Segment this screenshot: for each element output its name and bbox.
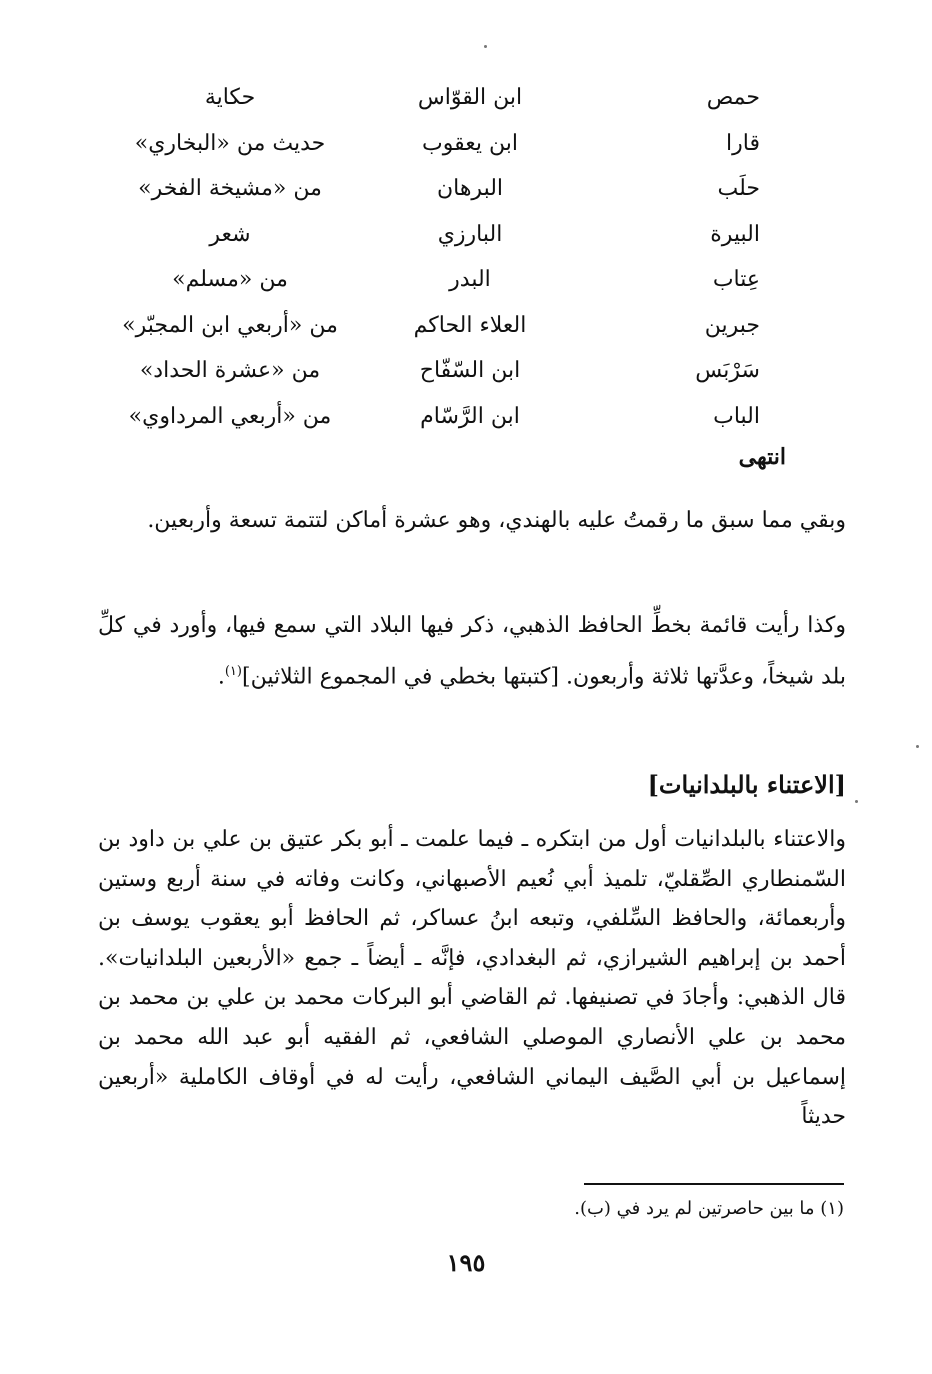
source-cell: حكاية [204, 85, 256, 110]
scan-speck [855, 800, 858, 803]
footnote-divider [584, 1183, 844, 1185]
person-cell: البارزي [437, 221, 503, 247]
person-cell: ابن القوّاس [417, 85, 523, 110]
place-cell: سَرْبَس [695, 358, 760, 383]
footnote: (١) ما بين حاصرتين لم يرد في (ب). [574, 1198, 844, 1219]
place-cell: البيرة [710, 221, 760, 247]
places-table [100, 78, 760, 442]
person-cell: ابن الرَّسّام [420, 403, 520, 429]
place-cell: حلَب [717, 176, 760, 201]
person-cell: البدر [449, 267, 491, 292]
page-number: ١٩٥ [446, 1248, 486, 1277]
paragraph-end: . [217, 664, 225, 690]
source-cell: حديث من «البخاري» [134, 130, 326, 156]
place-cell: جبرين [704, 312, 760, 338]
source-cell: من «مسلم» [172, 267, 288, 292]
table-row [100, 397, 760, 443]
paragraph-baladaniyat: والاعتناء بالبلدانيات أول من ابتكره ـ فيما علمت ـ أبو بكر عتيق بن علي بن داود بن السّمنطاري الصِّقليّ، تلميذ أبي نُعيم الأصبهاني، وكانت وفاته في سنة أربع وستين وأربعمائة، والحافظ السِّلفي، وتبعه ابنُ عساكر، ثم الحافظ أبو يعقوب يوسف بن أحمد بن إبراهيم الشيرازي، ثم البغدادي، فإنَّه ـ أيضاً ـ جمع «الأربعين البلدانيات». قال الذهبي: وأجادَ في تصنيفها. ثم القاضي أبو البركات محمد بن علي بن محمد بن محمد بن علي الأنصاري الموصلي الشافعي، ثم الفقيه أبو عبد الله محمد بن إسماعيل بن أبي الصَّيف اليماني الشافعي، رأيت له في أوقاف الكاملية «أربعين حديثاً [98, 827, 846, 1130]
person-cell: ابن يعقوب [422, 130, 518, 156]
person-cell: ابن السّفّاح [419, 358, 521, 383]
place-cell: قارا [726, 130, 760, 156]
scan-speck [916, 745, 919, 748]
source-cell: من «أربعي المرداوي» [128, 403, 332, 429]
table-row [100, 260, 760, 306]
paragraph-remaining: وبقي مما سبق ما رقمتُ عليه بالهندي، وهو عشرة أماكن لتتمة تسعة وأربعين. [147, 508, 846, 533]
end-marker: انتهى [738, 444, 786, 470]
source-cell: من «مشيخة الفخر» [138, 176, 322, 201]
table-row [100, 169, 760, 215]
source-cell: شعر [209, 221, 251, 247]
table-row [100, 306, 760, 352]
section-heading: [الاعتناء بالبلدانيات] [647, 770, 846, 799]
person-cell: العلاء الحاكم [413, 312, 527, 338]
table-row [100, 351, 760, 397]
footnote-ref: (١) [224, 664, 242, 679]
table-row [100, 78, 760, 124]
source-cell: من «عشرة الحداد» [139, 358, 321, 383]
table-row [100, 124, 760, 170]
source-cell: من «أربعي ابن المجبّر» [122, 312, 338, 338]
place-cell: حمص [706, 85, 760, 110]
place-cell: الباب [713, 403, 760, 429]
person-cell: البرهان [436, 176, 504, 201]
paragraph-dhahabi-list [98, 603, 846, 700]
table-row [100, 215, 760, 261]
place-cell: عِتاب [712, 267, 760, 292]
paragraph-text: وكذا رأيت قائمة بخطِّ الحافظ الذهبي، ذكر فيها البلاد التي سمع فيها، وأورد في كلِّ بلد شيخاً، وعدَّتها ثلاثة وأربعون. [كتبتها بخطي في المجموع الثلاثين] [98, 613, 846, 690]
scan-speck [484, 45, 487, 48]
